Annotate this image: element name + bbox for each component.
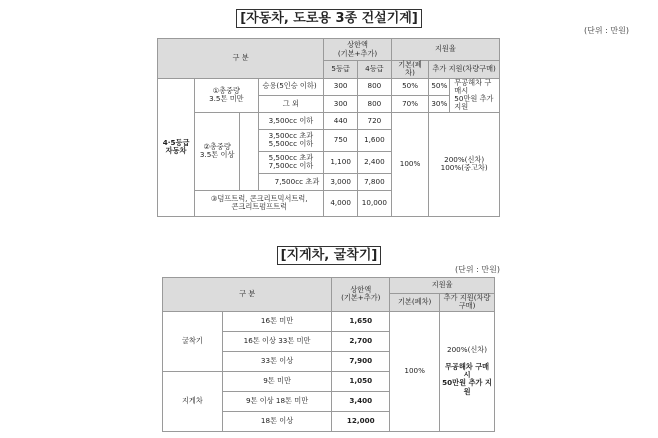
cell-g5: 440 (324, 112, 358, 129)
cc4-label: 7,500cc 초과 (258, 173, 324, 190)
cc2-label: 3,500cc 초과 5,500cc 이하 (258, 129, 324, 151)
header-grade5: 5등급 (324, 61, 358, 79)
row-label: 9톤 미만 (222, 371, 332, 391)
row-label: 9톤 이상 18톤 미만 (222, 391, 332, 411)
vehicle-table (157, 38, 500, 217)
row-value: 2,700 (332, 331, 390, 351)
basic-value: 100% (390, 311, 440, 431)
row-value: 3,400 (332, 391, 390, 411)
basic-bottom: 100% (391, 112, 429, 216)
excavator-label: 굴착기 (163, 311, 223, 371)
section2-title: [지게차, 굴착기] (0, 244, 658, 263)
section2-unit: (단위 : 만원) (455, 265, 500, 274)
cell-extra: 50% (429, 78, 450, 95)
row-value: 7,900 (332, 351, 390, 371)
cell-g4: 800 (357, 78, 391, 95)
header-category: 구 분 (163, 278, 332, 312)
header-limit: 상한액 (기본+추가) (324, 39, 392, 61)
row-label: 18톤 이상 (222, 411, 332, 431)
weight-under-label: ①총중량 3.5톤 미만 (195, 78, 258, 112)
header-support: 지원율 (390, 278, 495, 294)
extra-value: 200%(신차) 무공해차 구매 시 50만원 추가 지원 (440, 311, 495, 431)
header-grade4: 4등급 (357, 61, 391, 79)
cell-basic: 70% (391, 95, 429, 112)
cell-g4: 720 (357, 112, 391, 129)
cell-g5: 300 (324, 95, 358, 112)
forklift-label: 지게차 (163, 371, 223, 431)
header-extra: 추가 지원(차량구매) (440, 294, 495, 312)
group-label: 4·5등급 자동차 (158, 78, 195, 216)
other-label: 그 외 (258, 95, 324, 112)
forklift-excavator-table (162, 277, 495, 432)
section1-unit: (단위 : 만원) (584, 26, 629, 35)
passenger-label: 승용(5인승 이하) (258, 78, 324, 95)
cell-basic: 50% (391, 78, 429, 95)
section1-title: [자동차, 도로용 3종 건설기계] (0, 7, 658, 26)
header-support: 지원율 (391, 39, 499, 61)
cell-g5: 3,000 (324, 173, 358, 190)
header-limit: 상한액 (기본+추가) (332, 278, 390, 312)
row-label: 16톤 미만 (222, 311, 332, 331)
row-value: 1,650 (332, 311, 390, 331)
row-label: 33톤 이상 (222, 351, 332, 371)
cell-g4: 7,800 (357, 173, 391, 190)
row-value: 1,050 (332, 371, 390, 391)
cell-g4: 800 (357, 95, 391, 112)
note-top: 무공해차 구매시 50만원 추가 지원 (450, 78, 500, 112)
header-extra: 추가 지원(차량구매) (429, 61, 500, 79)
cell-g4: 1,600 (357, 129, 391, 151)
cell-g5: 750 (324, 129, 358, 151)
dump-label: ③덤프트럭, 콘크리트믹서트럭, 콘크리트펌프트럭 (195, 190, 324, 216)
row-label: 16톤 이상 33톤 미만 (222, 331, 332, 351)
extra-bottom: 200%(신차) 100%(중고차) (429, 112, 500, 216)
cell-g5: 300 (324, 78, 358, 95)
cell-extra: 30% (429, 95, 450, 112)
cell-g4: 2,400 (357, 151, 391, 173)
header-basic: 기본(폐차) (391, 61, 429, 79)
cc1-label: 3,500cc 이하 (258, 112, 324, 129)
cc3-label: 5,500cc 초과 7,500cc 이하 (258, 151, 324, 173)
cell-g5: 1,100 (324, 151, 358, 173)
weight-over-label: ②총중량 3.5톤 이상 (195, 112, 240, 190)
header-basic: 기본(폐차) (390, 294, 440, 312)
cell-g5: 4,000 (324, 190, 358, 216)
cell-g4: 10,000 (357, 190, 391, 216)
header-category: 구 분 (158, 39, 324, 79)
spacer (240, 112, 258, 190)
row-value: 12,000 (332, 411, 390, 431)
